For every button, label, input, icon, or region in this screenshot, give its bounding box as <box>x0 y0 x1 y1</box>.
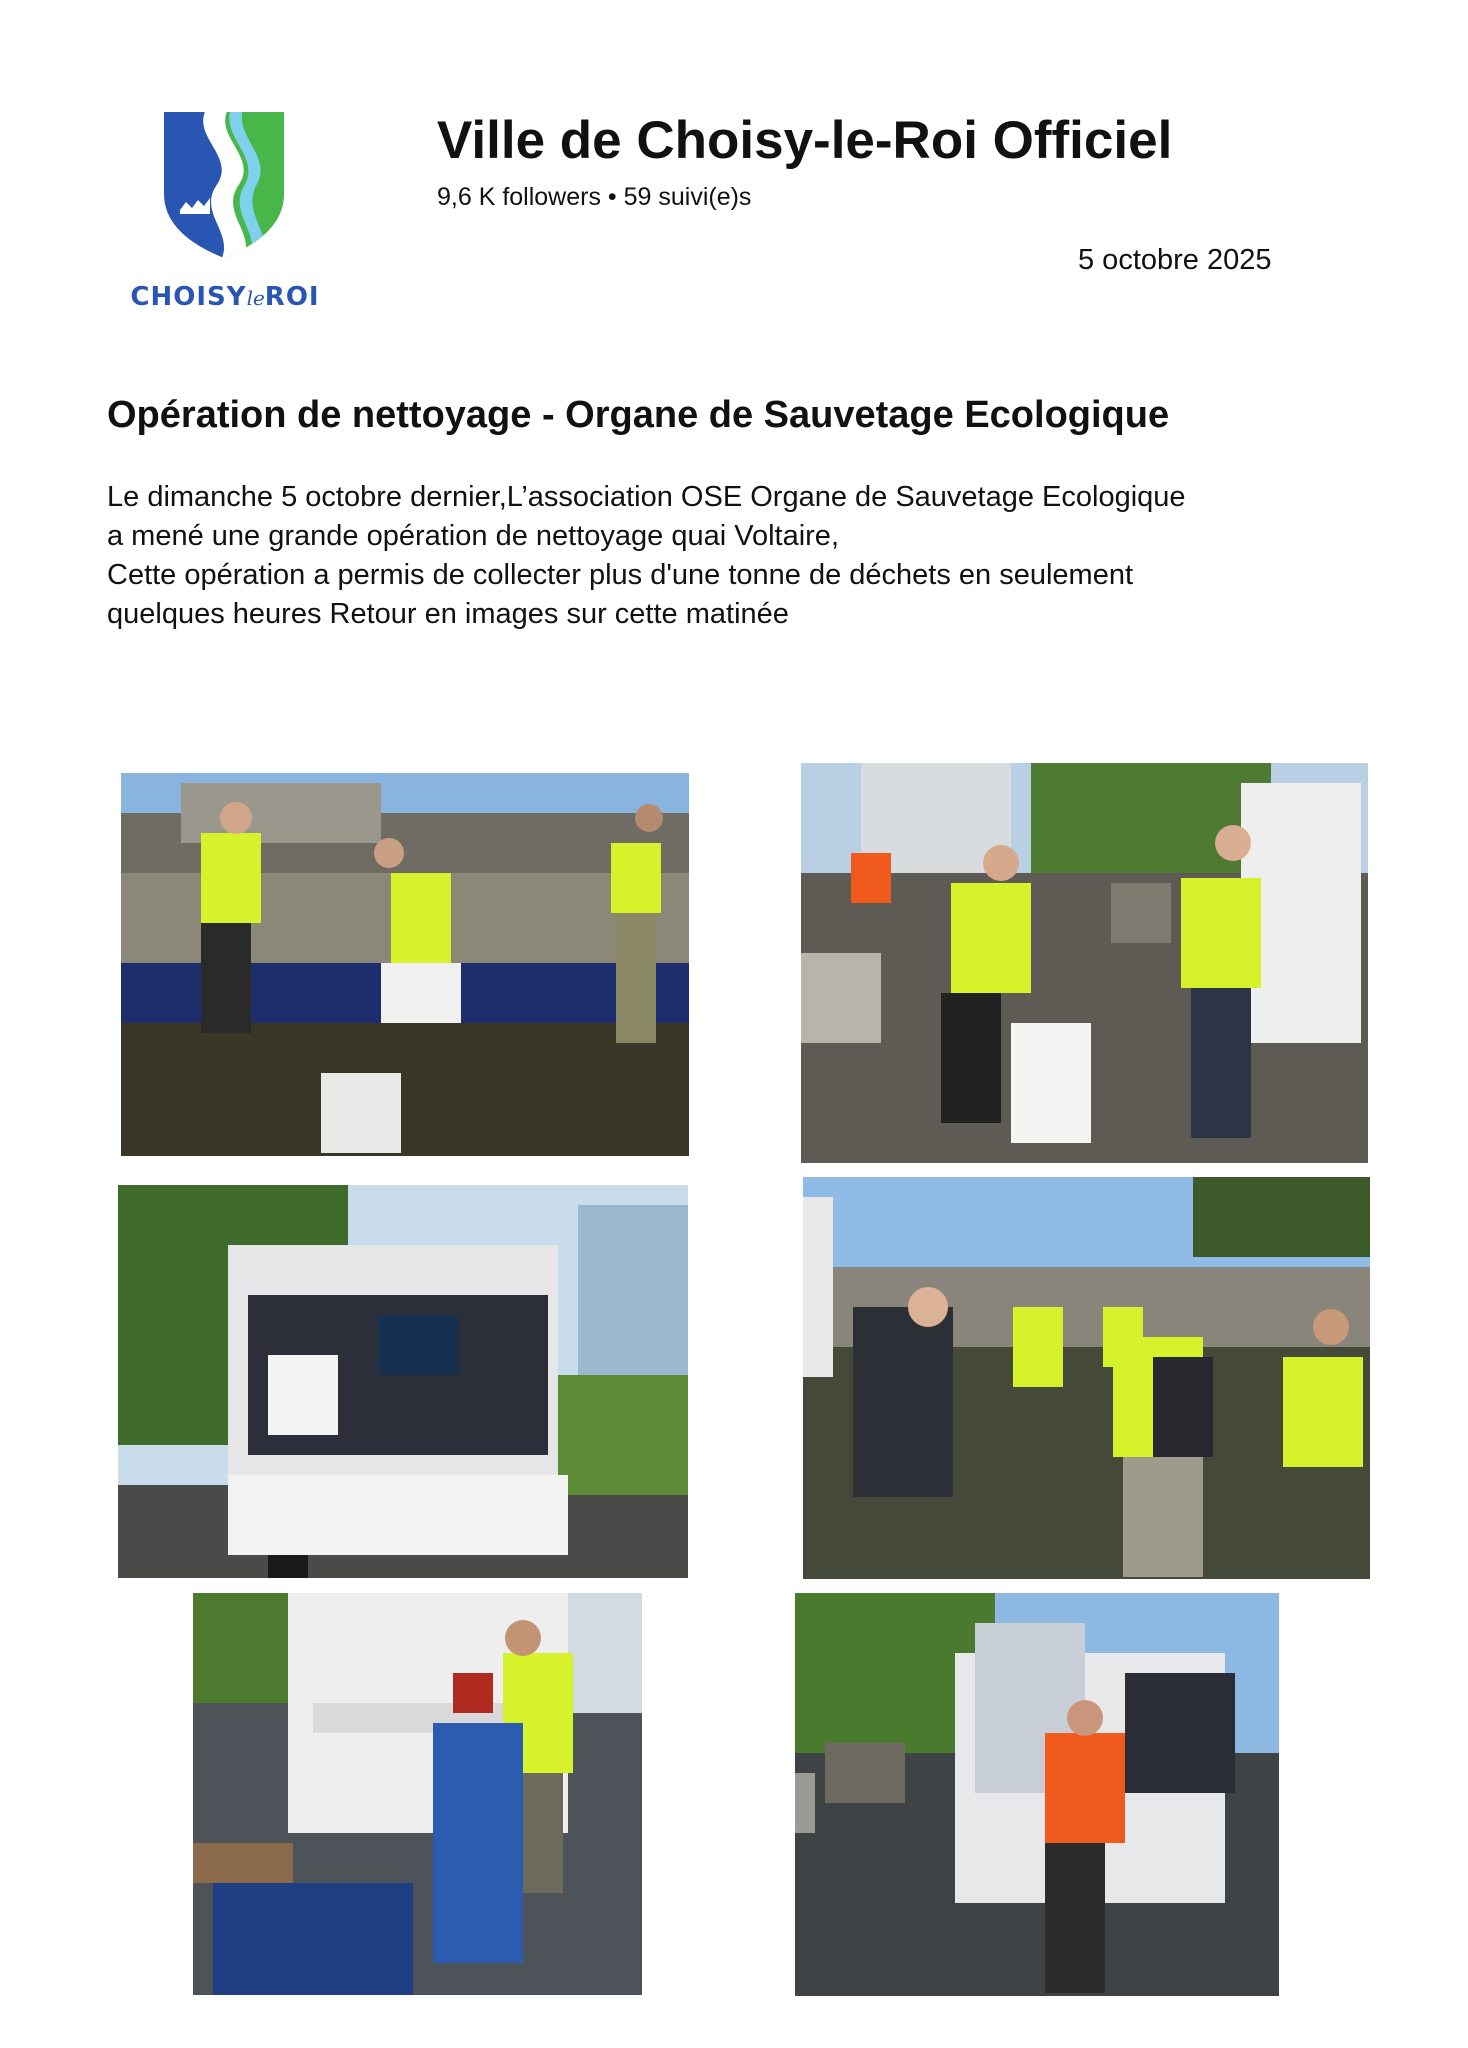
logo-word-2: ROI <box>264 282 320 312</box>
follower-stats: 9,6 K followers • 59 suivi(e)s <box>437 183 752 211</box>
post-body <box>107 478 1186 634</box>
city-emblem-icon <box>158 106 290 262</box>
photo-unloading-truck[interactable] <box>193 1593 642 1995</box>
photo-lifting-panel[interactable] <box>795 1593 1279 1996</box>
logo-wordmark <box>108 282 342 312</box>
post-body-line: Cette opération a permis de collecter plus d'une tonne de déchets en seulement <box>107 559 1134 591</box>
post-body-line: Le dimanche 5 octobre dernier,L’association OSE Organe de Sauvetage Ecologique <box>107 481 1186 513</box>
photo-volunteers-bags[interactable] <box>801 763 1368 1163</box>
logo-word-le: le <box>246 286 265 310</box>
photo-volunteer-group[interactable] <box>803 1177 1370 1579</box>
post-date: 5 octobre 2025 <box>1078 244 1272 276</box>
page-title[interactable]: Ville de Choisy-le-Roi Officiel <box>437 111 1173 170</box>
logo-word-1: CHOISY <box>130 282 247 312</box>
post-body-line: quelques heures Retour en images sur cette matinée <box>107 598 789 630</box>
photo-volunteers-wall[interactable] <box>121 773 689 1156</box>
post-body-line: a mené une grande opération de nettoyage quai Voltaire, <box>107 520 839 552</box>
city-logo <box>108 106 342 316</box>
post-headline: Opération de nettoyage - Organe de Sauvetage Ecologique <box>107 394 1170 436</box>
photo-loaded-truck[interactable] <box>118 1185 688 1578</box>
